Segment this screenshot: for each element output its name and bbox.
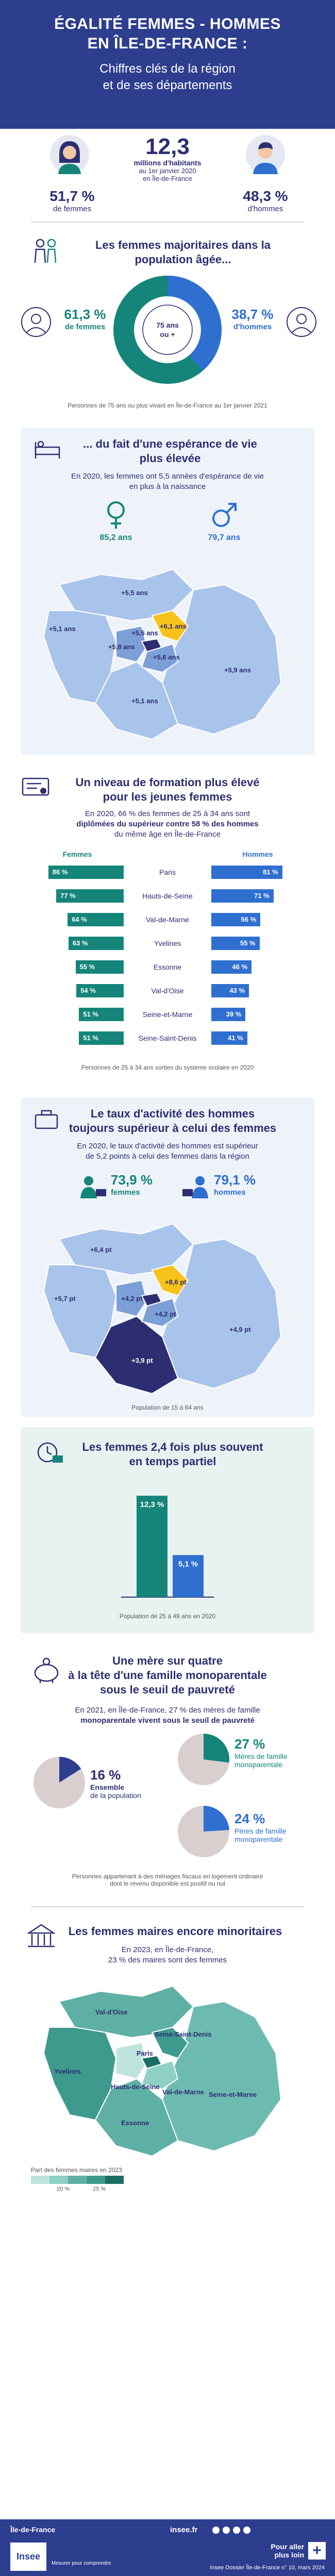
act-note: Population de 15 à 64 ans [131, 1404, 204, 1411]
older-man-icon [286, 307, 317, 337]
map-label: Val-d'Oise [95, 2008, 128, 2016]
page-subtitle [0, 61, 335, 94]
edu-men-header: Hommes [242, 850, 273, 858]
life-idf-map [39, 554, 296, 750]
mayors-text-line1: En 2023, en Île-de-France, [121, 1945, 214, 1954]
briefcase-icon [34, 1108, 59, 1131]
activity-panel [21, 1097, 314, 1417]
women-bar: 54 % [76, 984, 124, 997]
department-label: Seine-et-Marne [142, 1010, 193, 1019]
mayors-legend-low: 20 % [57, 2186, 70, 2192]
women-bar: 51 % [79, 1031, 124, 1045]
couple-icon [31, 237, 59, 265]
single-mothers-label-line2: monoparentale [234, 1760, 283, 1769]
men-bar: 46 % [211, 960, 252, 974]
life-men-age: 79,7 ans [208, 533, 241, 542]
mayors-legend-scale [31, 2176, 124, 2184]
bed-icon [34, 437, 62, 460]
facebook-icon[interactable] [212, 2527, 220, 2534]
edu-title-line1: Un niveau de formation plus élevé [75, 776, 260, 789]
single-text-line1: En 2021, en Île-de-France, 27 % des mères de famille [75, 1706, 260, 1715]
women-bar: 64 % [68, 913, 124, 926]
footer-website-link[interactable]: insee.fr [170, 2526, 198, 2534]
act-men-pct: 79,1 % [214, 1172, 256, 1188]
mothers-pie [175, 1731, 232, 1788]
older-men-pct: 38,7 % [231, 307, 274, 322]
single-fathers-label-line1: Pères de famille [234, 1827, 287, 1835]
edu-title-line2: pour les jeunes femmes [103, 790, 232, 803]
older-women-pct: 61,3 % [64, 307, 106, 322]
single-fathers-label-line2: monoparentale [234, 1835, 283, 1843]
map-label: Seine-Saint-Denis [155, 2030, 212, 2038]
older-title-line1: Les femmes majoritaires dans la [95, 239, 271, 251]
map-label: +5,8 ans [108, 643, 135, 651]
department-label: Yvelines [154, 939, 181, 947]
map-label: +5,9 ans [224, 666, 251, 674]
education-section [0, 762, 335, 1087]
act-title-line1: Le taux d'activité des hommes [90, 1107, 255, 1120]
population-unit-line1: millions d'habitants [133, 159, 202, 167]
women-bar: 86 % [48, 866, 124, 879]
men-bar: 39 % [211, 1008, 245, 1021]
population-total: 12,3 [145, 134, 190, 159]
insee-logo-tagline: Mesurer pour comprendre [52, 2561, 111, 2566]
older-donut-chart [111, 273, 224, 386]
women-bar: 63 % [69, 937, 124, 950]
edu-text-line3: du même âge en Île-de-France [114, 830, 221, 839]
older-note: Personnes de 75 ans ou plus vivant en Île-de-France au 1er janvier 2021 [68, 402, 267, 409]
single-title-line3: sous le seuil de pauvreté [100, 1683, 235, 1696]
men-bar: 56 % [211, 913, 260, 926]
men-bar: 55 % [211, 937, 260, 950]
women-bar: 55 % [76, 960, 124, 974]
footer-reference: Insee Dossier Île-de-France n° 10, mars 2024 [210, 2565, 325, 2571]
single-all-pct: 16 % [90, 1767, 121, 1783]
diploma-icon [21, 775, 52, 799]
male-symbol-icon [209, 500, 240, 531]
single-all-label-line2: de la population [90, 1791, 141, 1800]
footer-more-line2: plus loin [274, 2551, 304, 2559]
women-pct: 51,7 % [49, 188, 95, 204]
map-seine-et-marne [162, 585, 281, 734]
mayors-text-line2: 23 % des maires sont des femmes [108, 1956, 227, 1964]
pt-title-line2: en temps partiel [129, 1455, 216, 1468]
map-label: Paris [137, 2049, 153, 2057]
women-bar: 77 % [56, 889, 124, 903]
divider [31, 1906, 304, 1907]
mayors-section [0, 1914, 335, 2202]
donut-center-line1: 75 ans [156, 321, 179, 329]
title-line2: EN ÎLE-DE-FRANCE : [87, 35, 248, 52]
single-mothers-label-line1: Mères de famille [234, 1752, 288, 1760]
mayors-legend-high: 25 % [93, 2186, 106, 2192]
department-label: Seine-Saint-Denis [138, 1034, 197, 1042]
map-label: +3,9 pt [131, 1357, 153, 1364]
older-section [0, 227, 335, 453]
population-unit-line3: en Île-de-France [143, 175, 192, 182]
twitter-icon[interactable] [223, 2527, 230, 2534]
footer [0, 2519, 335, 2576]
map-label: Yvelines [54, 2067, 81, 2075]
social-icons [211, 2526, 253, 2535]
men-pct: 48,3 % [243, 188, 288, 204]
act-text-line1: En 2020, le taux d'activité des hommes est supérieur [77, 1142, 258, 1150]
plus-icon[interactable]: + [308, 2542, 326, 2560]
men-label: d'hommes [247, 205, 283, 213]
act-men-label: hommes [214, 1188, 246, 1197]
map-label: +4,2 pt [121, 1295, 143, 1302]
older-men-label: d'hommes [233, 323, 272, 331]
edu-women-header: Femmes [62, 850, 92, 858]
map-label: +5,5 ans [131, 629, 158, 637]
map-label: +8,6 pt [165, 1278, 187, 1286]
map-label: Val-de-Marne [162, 2088, 204, 2096]
department-label: Val-d'Oise [151, 987, 184, 995]
act-women-label: femmes [111, 1188, 140, 1197]
population-unit-line2: au 1er janvier 2020 [139, 167, 196, 175]
single-title-line2: à la tête d'une famille monoparentale [68, 1669, 267, 1682]
edu-text-line1: En 2020, 66 % des femmes de 25 à 34 ans sont [85, 809, 250, 818]
mothers-pie-slice [204, 1734, 229, 1762]
parttime-women-value: 12,3 % [140, 1500, 164, 1510]
map-label: +4,2 pt [155, 1310, 176, 1318]
map-label: +5,5 ans [121, 589, 148, 597]
female-symbol-icon [103, 500, 129, 531]
edu-text-line2: diplômées du supérieur contre 58 % des hommes [76, 820, 259, 828]
pt-title-line1: Les femmes 2,4 fois plus souvent [82, 1440, 263, 1453]
single-text-line2: monoparentale vivent sous le seuil de pauvreté [80, 1716, 255, 1725]
single-fathers-pct: 24 % [234, 1811, 265, 1826]
divider [31, 222, 304, 223]
mayors-title: Les femmes maires encore minoritaires [68, 1925, 282, 1938]
map-label: +6,4 pt [90, 1246, 112, 1253]
older-women-label: de femmes [64, 323, 106, 331]
parttime-bar-chart [116, 1479, 219, 1602]
single-note-line2: dont le revenu disponible est positif ou nul [110, 1880, 225, 1887]
older-woman-icon [21, 307, 52, 337]
mayors-idf-map [39, 1971, 296, 2166]
map-label: Seine-et-Marne [209, 2091, 257, 2098]
map-label: Hauts-de-Seine [111, 2083, 160, 2091]
subtitle-line1: Chiffres clés de la région [99, 62, 236, 76]
department-label: Paris [159, 868, 176, 876]
man-avatar-icon [245, 134, 286, 175]
life-text-line2: en plus à la naissance [129, 482, 206, 491]
man-worker-icon [180, 1175, 211, 1200]
single-mothers-pct: 27 % [234, 1736, 265, 1752]
single-note-line1: Personnes appartenant à des ménages fiscaux en logement ordinaire [72, 1873, 263, 1880]
life-title-line2: plus élevée [139, 452, 201, 465]
women-bar: 51 % [79, 1008, 124, 1021]
population-section [0, 129, 335, 219]
page-title [0, 0, 335, 54]
all-population-pie [31, 1754, 88, 1811]
fathers-pie-slice [204, 1806, 229, 1832]
women-label: de femmes [53, 205, 92, 213]
parttime-panel [21, 1427, 314, 1633]
map-label: +6,1 ans [160, 622, 187, 630]
act-women-pct: 73,9 % [111, 1172, 153, 1188]
life-panel [21, 428, 314, 755]
activity-idf-map [39, 1208, 296, 1399]
department-label: Essonne [153, 963, 182, 971]
single-title-line1: Une mère sur quatre [112, 1654, 223, 1667]
men-bar: 81 % [211, 866, 282, 879]
map-label: Essonne [121, 2119, 149, 2127]
subtitle-line2: et de ses départements [103, 78, 232, 92]
title-line1: ÉGALITÉ FEMMES - HOMMES [54, 15, 281, 32]
fathers-pie [175, 1803, 232, 1860]
woman-worker-icon [77, 1175, 108, 1200]
men-bar: 71 % [211, 889, 274, 903]
map-label: +4,9 pt [229, 1326, 251, 1333]
men-bar: 43 % [211, 984, 249, 997]
older-title-line2: population âgée... [135, 253, 231, 266]
map-label: +5,7 pt [54, 1295, 76, 1302]
single-all-label-line1: Ensemble [90, 1783, 125, 1791]
header-banner [0, 0, 335, 129]
department-label: Hauts-de-Seine [142, 892, 193, 900]
parttime-women-bar [137, 1496, 167, 1597]
parttime-men-value: 5,1 % [178, 1560, 198, 1569]
footer-more-link[interactable] [242, 2543, 304, 2559]
mayors-legend-title: Part des femmes maires en 2023 [31, 2166, 122, 2174]
map-label: +5,1 ans [49, 625, 76, 633]
men-bar: 41 % [211, 1031, 247, 1045]
pt-note: Population de 25 à 49 ans en 2020 [119, 1613, 216, 1620]
insee-logo: Insee [10, 2543, 46, 2571]
youtube-icon[interactable] [233, 2527, 240, 2534]
linkedin-icon[interactable] [243, 2527, 250, 2534]
footer-more-line1: Pour aller [271, 2543, 304, 2551]
map-label: +5,6 ans [153, 653, 180, 661]
act-text-line2: de 5,2 points à celui des femmes dans la région [86, 1152, 249, 1161]
footer-region: Île-de-France [10, 2526, 56, 2534]
map-label: +5,1 ans [131, 697, 158, 705]
department-label: Val-de-Marne [146, 916, 189, 924]
act-title-line2: toujours supérieur à celui des femmes [69, 1122, 277, 1134]
life-title-line1: ... du fait d'une espérance de vie [83, 437, 257, 450]
life-women-age: 85,2 ans [99, 533, 132, 542]
donut-center-line2: ou + [160, 330, 175, 338]
edu-note: Personnes de 25 à 34 ans sorties du système scolaire en 2020 [81, 1064, 254, 1071]
clock-briefcase-icon [36, 1440, 64, 1466]
life-text-line1: En 2020, les femmes ont 5,5 années d'espérance de vie [71, 472, 264, 481]
woman-avatar-icon [49, 134, 90, 175]
